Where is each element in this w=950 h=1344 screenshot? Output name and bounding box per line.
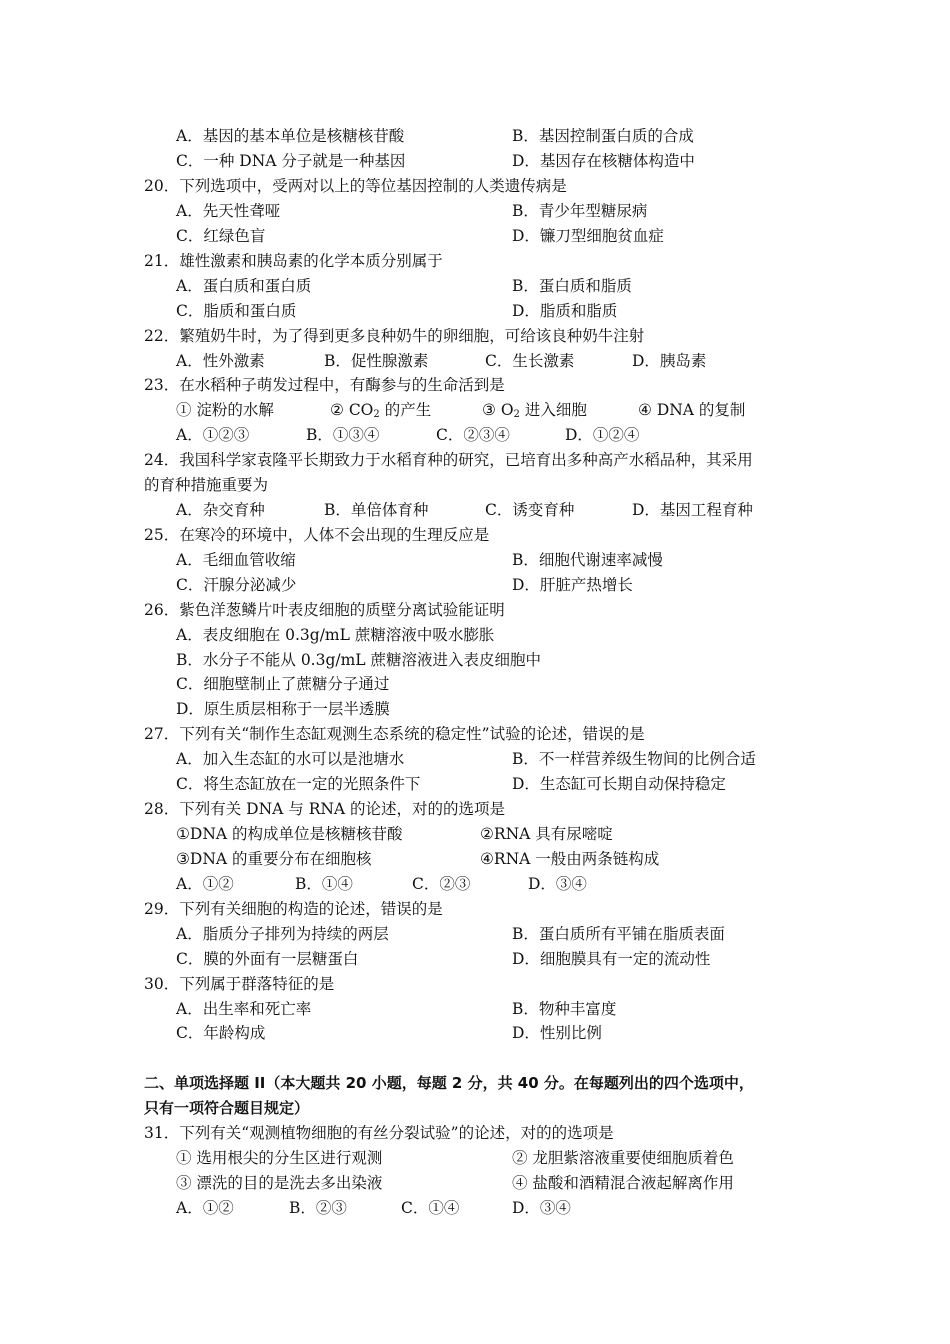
question-stem: 22．繁殖奶牛时，为了得到更多良种奶牛的卵细胞，可给该良种奶牛注射 — [144, 327, 645, 345]
option-d: D．①②④ — [565, 426, 640, 444]
option-d: D．脂质和脂质 — [512, 302, 618, 320]
option-c: C．红绿色盲 — [176, 227, 266, 245]
statement-2: ② 龙胆紫溶液重要使细胞质着色 — [512, 1149, 734, 1167]
question-stem: 24．我国科学家袁隆平长期致力于水稻育种的研究，已培育出多种高产水稻品种，其采用 — [144, 451, 753, 469]
option-a: A．①②③ — [176, 426, 250, 444]
question-stem: 21．雄性激素和胰岛素的化学本质分别属于 — [144, 252, 443, 270]
option-d: D．肝脏产热增长 — [512, 576, 633, 594]
option-b: B．②③ — [289, 1199, 347, 1217]
question-stem: 23．在水稻种子萌发过程中，有酶参与的生命活到是 — [144, 376, 505, 394]
question-stem: 29．下列有关细胞的构造的论述，错误的是 — [144, 900, 443, 918]
section-heading: 二、单项选择题 II（本大题共 20 小题，每题 2 分，共 40 分。在每题列出的四个选项中， — [144, 1074, 754, 1092]
question-stem: 25．在寒冷的环境中，人体不会出现的生理反应是 — [144, 526, 490, 544]
statement-4: ④ 盐酸和酒精混合液起解离作用 — [512, 1174, 734, 1192]
option-a: A．杂交育种 — [176, 501, 265, 519]
option-b: B．单倍体育种 — [324, 501, 429, 519]
option-d: D．③④ — [512, 1199, 571, 1217]
statement-1: ①DNA 的构成单位是核糖核苷酸 — [176, 825, 403, 843]
option-d: D．基因存在核糖体构造中 — [512, 152, 695, 170]
statement-4: ④RNA 一般由两条链构成 — [480, 850, 660, 868]
option-b: B．蛋白质和脂质 — [512, 277, 632, 295]
statement-2: ② $CO_2$ 的产生 — [330, 401, 432, 420]
option-b: B．基因控制蛋白质的合成 — [512, 127, 694, 145]
option-b: B．促性腺激素 — [324, 352, 429, 370]
option-c: C．②③ — [412, 875, 471, 893]
option-d: D．镰刀型细胞贫血症 — [512, 227, 664, 245]
option-d: D．③④ — [528, 875, 587, 893]
option-c: C．膜的外面有一层糖蛋白 — [176, 950, 359, 968]
statement-3: ③ $O_2$ 进入细胞 — [482, 401, 587, 420]
question-stem: 26．紫色洋葱鳞片叶表皮细胞的质壁分离试验能证明 — [144, 601, 505, 619]
option-c: C．①④ — [401, 1199, 460, 1217]
option-b: B．不一样营养级生物间的比例合适 — [512, 750, 756, 768]
statement-1: ① 选用根尖的分生区进行观测 — [176, 1149, 383, 1167]
question-stem-continued: 的育种措施重要为 — [144, 476, 269, 494]
option-a: A．加入生态缸的水可以是池塘水 — [176, 750, 405, 768]
option-a: A．基因的基本单位是核糖核苷酸 — [176, 127, 405, 145]
option-b: B．物种丰富度 — [512, 1000, 617, 1018]
option-d: D．性别比例 — [512, 1024, 602, 1042]
option-b: B．水分子不能从 0.3g/mL 蔗糖溶液进入表皮细胞中 — [176, 651, 542, 669]
option-c: C．将生态缸放在一定的光照条件下 — [176, 775, 421, 793]
option-c: C．一种 DNA 分子就是一种基因 — [176, 152, 406, 170]
option-b: B．①③④ — [306, 426, 380, 444]
option-c: C．细胞壁制止了蔗糖分子通过 — [176, 675, 390, 693]
option-a: A．①② — [176, 1199, 234, 1217]
question-stem: 31．下列有关“观测植物细胞的有丝分裂试验”的论述，对的的选项是 — [144, 1124, 614, 1142]
option-d: D．胰岛素 — [632, 352, 707, 370]
option-c: C．脂质和蛋白质 — [176, 302, 297, 320]
option-d: D．细胞膜具有一定的流动性 — [512, 950, 711, 968]
option-a: A．毛细血管收缩 — [176, 551, 296, 569]
option-c: C．汗腺分泌减少 — [176, 576, 297, 594]
option-d: D．基因工程育种 — [632, 501, 753, 519]
option-a: A．蛋白质和蛋白质 — [176, 277, 312, 295]
question-stem: 20．下列选项中，受两对以上的等位基因控制的人类遗传病是 — [144, 177, 567, 195]
option-c: C．②③④ — [436, 426, 510, 444]
statement-2: ②RNA 具有尿嘧啶 — [480, 825, 613, 843]
option-a: A．①② — [176, 875, 234, 893]
option-d: D．生态缸可长期自动保持稳定 — [512, 775, 726, 793]
question-stem: 27．下列有关“制作生态缸观测生态系统的稳定性”试验的论述，错误的是 — [144, 725, 645, 743]
option-b: B．细胞代谢速率减慢 — [512, 551, 663, 569]
question-stem: 30．下列属于群落特征的是 — [144, 975, 335, 993]
option-a: A．性外激素 — [176, 352, 265, 370]
option-a: A．脂质分子排列为持续的两层 — [176, 925, 389, 943]
option-b: B．①④ — [295, 875, 353, 893]
option-a: A．出生率和死亡率 — [176, 1000, 312, 1018]
option-c: C．年龄构成 — [176, 1024, 266, 1042]
option-a: A．表皮细胞在 0.3g/mL 蔗糖溶液中吸水膨胀 — [176, 626, 495, 644]
option-b: B．青少年型糖尿病 — [512, 202, 648, 220]
option-c: C．诱变育种 — [485, 501, 575, 519]
statement-3: ③DNA 的重要分布在细胞核 — [176, 850, 372, 868]
statement-4: ④ DNA 的复制 — [638, 401, 746, 419]
option-a: A．先天性聋哑 — [176, 202, 281, 220]
statement-3: ③ 漂洗的目的是洗去多出染液 — [176, 1174, 383, 1192]
question-stem: 28．下列有关 DNA 与 RNA 的论述，对的的选项是 — [144, 800, 506, 818]
statement-1: ① 淀粉的水解 — [176, 401, 274, 419]
option-c: C．生长激素 — [485, 352, 575, 370]
option-b: B．蛋白质所有平铺在脂质表面 — [512, 925, 725, 943]
option-d: D．原生质层相称于一层半透膜 — [176, 700, 390, 718]
section-heading-continued: 只有一项符合题目规定） — [144, 1099, 310, 1117]
